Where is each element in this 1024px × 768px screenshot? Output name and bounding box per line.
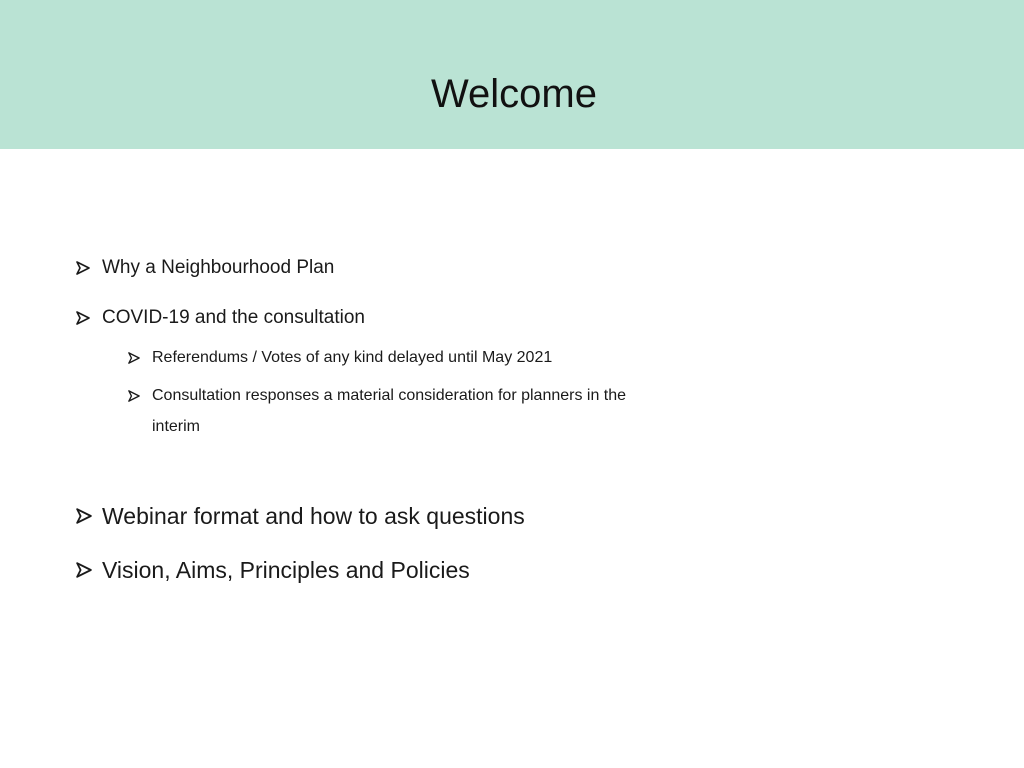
sub-bullet-item <box>128 342 652 373</box>
slide-title: Welcome <box>431 72 597 116</box>
sub-bullet-text: Referendums / Votes of any kind delayed until May 2021 <box>152 349 553 366</box>
arrow-bullet-icon <box>128 380 152 402</box>
arrow-bullet-icon <box>76 556 102 578</box>
sub-bullet-text: Consultation responses a material consideration for planners in the interim <box>152 387 627 435</box>
bullet-item <box>76 556 470 584</box>
bullet-item <box>76 256 334 280</box>
bullet-text: COVID-19 and the consultation <box>102 307 365 328</box>
bullet-text: Why a Neighbourhood Plan <box>102 257 335 278</box>
bullet-item <box>76 306 365 330</box>
sub-bullet-item <box>128 380 652 442</box>
arrow-bullet-icon <box>76 502 102 524</box>
arrow-bullet-icon <box>76 306 102 325</box>
bullet-item <box>76 502 525 530</box>
bullet-text: Webinar format and how to ask questions <box>102 503 525 529</box>
bullet-text: Vision, Aims, Principles and Policies <box>102 557 470 583</box>
arrow-bullet-icon <box>76 256 102 275</box>
arrow-bullet-icon <box>128 342 152 364</box>
